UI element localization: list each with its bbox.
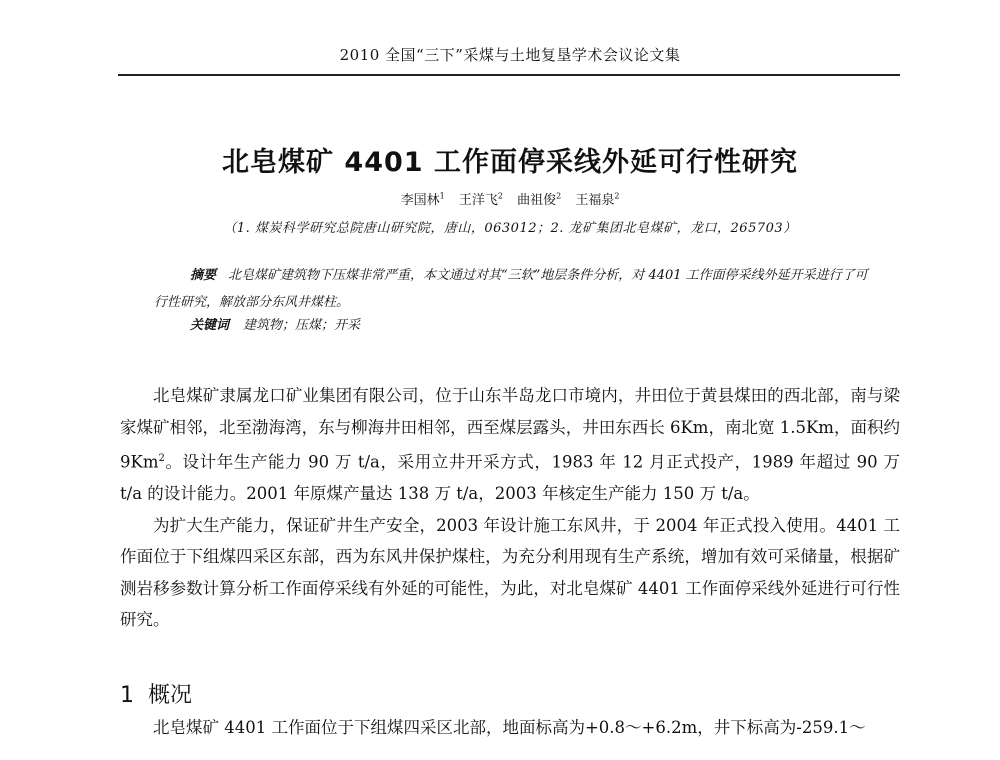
running-header	[120, 44, 900, 65]
section-title: 概况	[148, 683, 193, 708]
running-title: 2010 全国“三下”采煤与土地复垦学术会议论文集	[339, 46, 681, 64]
keywords-text: 建筑物；压煤；开采	[243, 318, 361, 333]
abstract-text: 北皂煤矿建筑物下压煤非常严重，本文通过对其“三软”地层条件分析，对 4401 工作面停采线外延开采进行了可行性研究，解放部分东风井煤柱。	[154, 268, 868, 310]
section-heading	[120, 678, 192, 709]
header-rule	[118, 74, 900, 76]
paragraph: 北皂煤矿隶属龙口矿业集团有限公司，位于山东半岛龙口市境内，井田位于黄县煤田的西北部，南与梁家煤矿相邻，北至渤海湾，东与柳海井田相邻，西至煤层露头，井田东西长 6Km，南北宽 1.5Km，面积约 9Km$^2$。设计年生产能力 90 万 t/a，采用立井开采方式，1983 年 12 月正式投产，1989 年超过 90 万 t/a 的设计能力。2001 年原煤产量达 138 万 t/a，2003 年核定生产能力 150 万 t/a。	[120, 386, 900, 503]
author-list	[120, 189, 900, 208]
author: 李国林$^1$	[400, 191, 445, 208]
section-number: 1	[120, 683, 134, 708]
abstract-label: 摘要	[190, 268, 217, 283]
paragraph: 北皂煤矿 4401 工作面位于下组煤四采区北部，地面标高为+0.8～+6.2m，井下标高为-259.1～	[153, 718, 866, 737]
author: 王福泉$^2$	[575, 191, 620, 208]
author: 王洋飞$^2$	[458, 191, 503, 208]
abstract	[154, 262, 874, 316]
keywords	[190, 314, 880, 333]
author: 曲祖俊$^2$	[517, 191, 562, 208]
affiliation: （1. 煤炭科学研究总院唐山研究院，唐山，063012；2. 龙矿集团北皂煤矿，龙口，265703）	[223, 221, 797, 236]
paragraph: 为扩大生产能力，保证矿井生产安全，2003 年设计施工东风井，于 2004 年正式投入使用。4401 工作面位于下组煤四采区东部，西为东风井保护煤柱，为充分利用现有生产系统，增加有效可采储量，根据矿测岩移参数计算分析工作面停采线有外延的可能性，为此，对北皂煤矿 4401 工作面停采线外延进行可行性研究。	[120, 515, 900, 629]
paper-title: 北皂煤矿 4401 工作面停采线外延可行性研究	[222, 147, 798, 178]
keywords-label: 关键词	[190, 318, 230, 333]
body-text	[120, 380, 900, 636]
section-body	[120, 712, 900, 744]
